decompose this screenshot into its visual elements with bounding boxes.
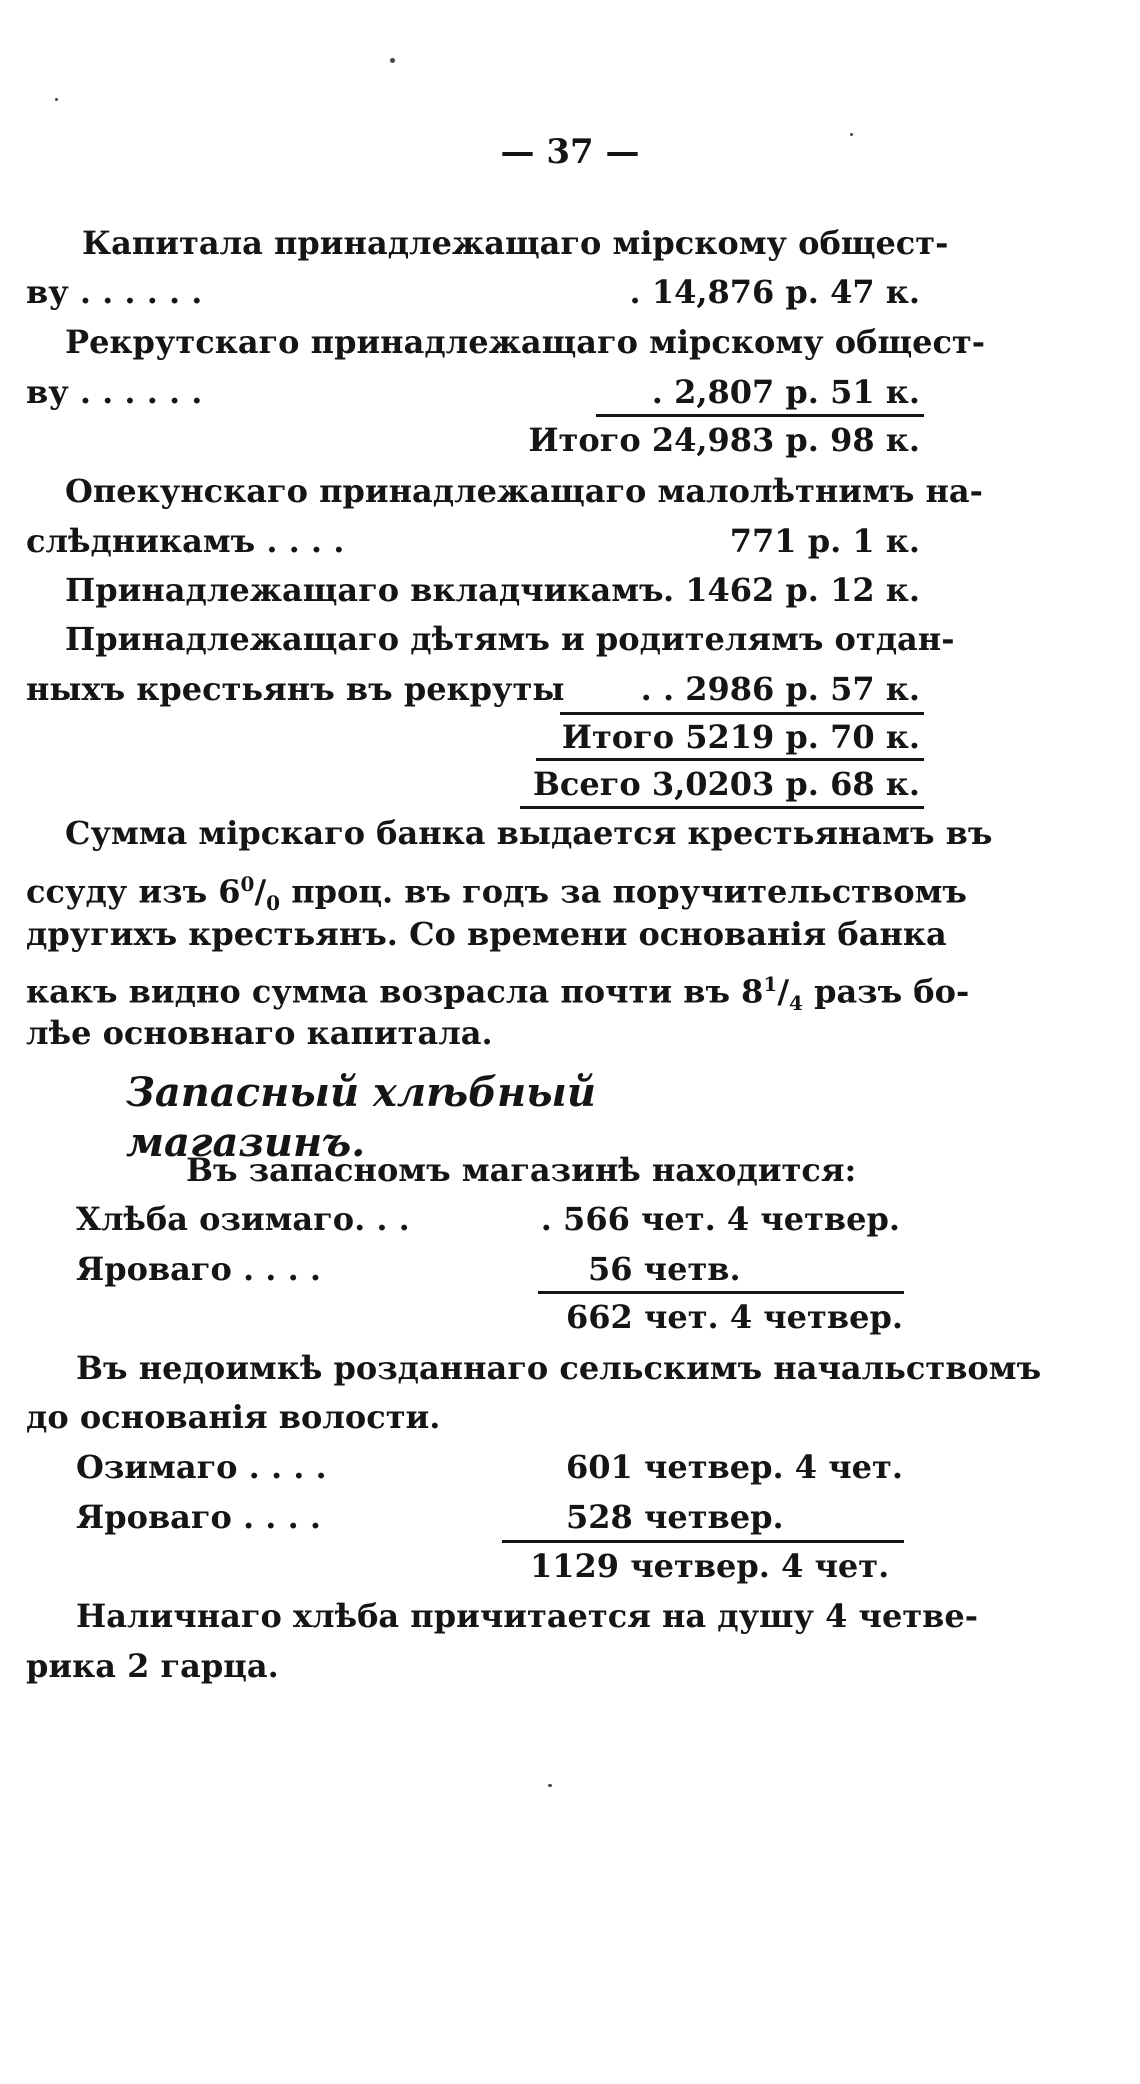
store-subtotal-2: 1129 четвер. 4 чет. [530,1547,890,1585]
p1-l4-end: разъ бо- [802,972,970,1011]
store-row-5-amount: 528 четвер. [566,1498,784,1536]
p1-l2-end: проц. въ годъ за поручительствомъ [280,872,967,911]
store-subtotal-1: 662 чет. 4 четвер. [566,1298,903,1336]
bank-line-2-label: ву . . . . . . [26,273,203,311]
scan-speck [390,58,395,63]
p1-l2-sup: 0 [240,872,255,896]
bank-subtotal-1: Итого 24,983 р. 98 к. [528,421,920,459]
store-row-2-label: Яроваго . . . . [76,1250,321,1288]
p1-l2-sub: 0 [266,891,281,916]
store-paragraph-3-line-1: Наличнаго хлѣба причитается на душу 4 четве- [76,1597,979,1635]
scan-speck [55,98,58,101]
paragraph-1-line-5: лѣе основнаго капитала. [26,1014,493,1052]
store-row-2-amount: 56 четв. [588,1250,741,1288]
store-paragraph-3-line-2: рика 2 гарца. [26,1647,279,1685]
bank-line-1: Капитала принадлежащаго мірскому общест- [82,224,949,262]
total-rule [536,758,924,761]
store-row-1-label: Хлѣба озимаго. . . [76,1200,410,1238]
bank-line-2-amount: . 14,876 р. 47 к. [629,273,920,311]
p1-l2-slash: / [254,872,267,911]
paragraph-1-line-1: Сумма мірскаго банка выдается крестьянамъ въ [65,814,993,852]
bank-line-7-amount: 771 р. 1 к. [729,522,920,560]
p1-l4-start: какъ видно сумма возрасла почти въ 8 [26,972,764,1011]
store-row-1-amount: . 566 чет. 4 четвер. [540,1200,900,1238]
bank-grand-total: Всего 3,0203 р. 68 к. [532,765,920,803]
store-row-4-label: Озимаго . . . . [76,1448,327,1486]
bank-line-6: Опекунскаго принадлежащаго малолѣтнимъ на- [65,472,983,510]
subtotal-rule-1 [596,414,924,417]
bank-line-7-label: слѣдникамъ . . . . [26,522,345,560]
bank-line-4-label: ву . . . . . . [26,373,203,411]
scan-speck [548,1784,552,1787]
paragraph-1-line-3: другихъ крестьянъ. Со времени основанія банка [26,915,947,953]
store-rule-1 [538,1291,904,1294]
store-paragraph-2-line-2: до основанія волости. [26,1398,441,1436]
p1-l4-slash: / [777,972,789,1011]
subtotal-rule-2 [560,712,924,715]
p1-l4-sup: 1 [763,972,778,996]
bank-line-4-amount: . 2,807 р. 51 к. [651,373,920,411]
scan-speck [850,133,853,136]
bank-line-8-amount: . 1462 р. 12 к. [662,571,920,609]
bank-line-8-label: Принадлежащаго вкладчикамъ [65,571,664,609]
bank-line-10-label: ныхъ крестьянъ въ рекруты [26,670,565,708]
total-underline [520,806,924,809]
store-rule-2 [502,1540,904,1543]
bank-line-10-amount: . . 2986 р. 57 к. [640,670,920,708]
store-row-4-amount: 601 четвер. 4 чет. [566,1448,903,1486]
p1-l2-start: ссуду изъ 6 [26,872,241,911]
bank-subtotal-2: Итого 5219 р. 70 к. [561,718,920,756]
section-heading: Запасный хлѣбный магазинъ. [126,1069,596,1166]
store-intro: Въ запасномъ магазинѣ находится: [186,1151,857,1189]
p1-l4-sub: 4 [789,991,803,1016]
bank-line-3: Рекрутскаго принадлежащаго мірскому общест- [65,323,986,361]
bank-line-9: Принадлежащаго дѣтямъ и родителямъ отдан- [65,620,955,658]
store-paragraph-2-line-1: Въ недоимкѣ розданнаго сельскимъ начальствомъ [76,1349,1042,1387]
store-row-5-label: Яроваго . . . . [76,1498,321,1536]
page-number: — 37 — [500,132,640,172]
